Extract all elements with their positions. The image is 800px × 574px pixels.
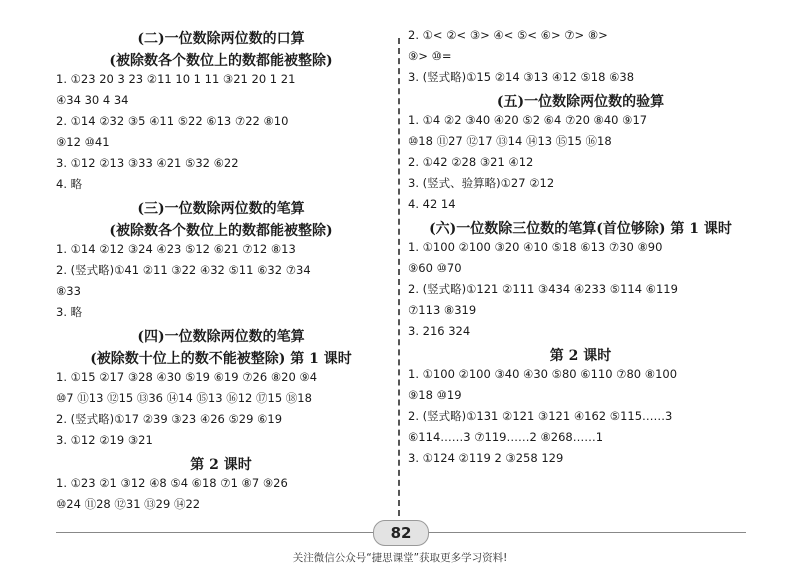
section-heading: (四)一位数除两位数的笔算: [137, 329, 305, 345]
answer-line: 1. ①14 ②12 ③24 ④23 ⑤12 ⑥21 ⑦12 ⑧13: [56, 242, 296, 256]
answer-line: 2. (竖式略)①131 ②121 ③121 ④162 ⑤115……3: [408, 409, 673, 423]
answer-line: 2. ①42 ②28 ③21 ④12: [408, 155, 534, 169]
answer-line: 3. ①124 ②119 2 ③258 129: [408, 451, 564, 465]
answer-line: ⑩18 ⑪27 ⑫17 ⑬14 ⑭13 ⑮15 ⑯18: [408, 134, 612, 148]
answer-line: 3. (竖式、验算略)①27 ②12: [408, 176, 555, 190]
answer-line: ⑦113 ⑧319: [408, 303, 477, 317]
answer-line: 2. (竖式略)①121 ②111 ③434 ④233 ⑤114 ⑥119: [408, 282, 678, 296]
answer-line: 4. 42 14: [408, 197, 456, 211]
answer-line: ⑨> ⑩=: [408, 49, 452, 63]
answer-line: 1. ①4 ②2 ③40 ④20 ⑤2 ⑥4 ⑦20 ⑧40 ⑨17: [408, 113, 648, 127]
section-heading: (二)一位数除两位数的口算: [137, 31, 305, 47]
answer-line: 1. ①23 20 3 23 ②11 10 1 11 ③21 20 1 21: [56, 72, 296, 86]
column-divider: [398, 38, 400, 516]
answer-line: 3. 略: [56, 305, 83, 319]
section-heading: (三)一位数除两位数的笔算: [137, 201, 305, 217]
answer-line: 1. ①15 ②17 ③28 ④30 ⑤19 ⑥19 ⑦26 ⑧20 ⑨4: [56, 370, 318, 384]
answer-line: ⑩24 ⑪28 ⑫31 ⑬29 ⑭22: [56, 497, 201, 511]
answer-line: 3. 216 324: [408, 324, 471, 338]
answer-line: ⑧33: [56, 284, 81, 298]
answer-line: ④34 30 4 34: [56, 93, 129, 107]
answer-line: 1. ①23 ②1 ③12 ④8 ⑤4 ⑥18 ⑦1 ⑧7 ⑨26: [56, 476, 288, 490]
section-heading: (被除数各个数位上的数都能被整除): [109, 53, 333, 69]
answer-line: 4. 略: [56, 177, 83, 191]
section-heading: 第 2 课时: [190, 457, 252, 473]
answer-line: ⑨18 ⑩19: [408, 388, 462, 402]
answer-line: ⑨60 ⑩70: [408, 261, 462, 275]
answer-line: 2. (竖式略)①41 ②11 ③22 ④32 ⑤11 ⑥32 ⑦34: [56, 263, 311, 277]
section-heading: (被除数各个数位上的数都能被整除): [109, 223, 333, 239]
answer-line: ⑩7 ⑪13 ⑫15 ⑬36 ⑭14 ⑮13 ⑯12 ⑰15 ⑱18: [56, 391, 312, 405]
left-column: [56, 28, 396, 518]
right-column: [408, 28, 753, 472]
answer-line: 3. ①12 ②19 ③21: [56, 433, 153, 447]
answer-line: 1. ①100 ②100 ③40 ④30 ⑤80 ⑥110 ⑦80 ⑧100: [408, 367, 678, 381]
section-heading: (五)一位数除两位数的验算: [496, 94, 665, 110]
page-number: 82: [373, 520, 429, 546]
answer-line: 3. ①12 ②13 ③33 ④21 ⑤32 ⑥22: [56, 156, 239, 170]
section-heading: (六)一位数除三位数的笔算(首位够除) 第 1 课时: [429, 221, 732, 237]
answer-line: ⑨12 ⑩41: [56, 135, 110, 149]
answer-line: 2. ①14 ②32 ③5 ④11 ⑤22 ⑥13 ⑦22 ⑧10: [56, 114, 289, 128]
section-heading: (被除数十位上的数不能被整除) 第 1 课时: [90, 351, 352, 367]
answer-line: 1. ①100 ②100 ③20 ④10 ⑤18 ⑥13 ⑦30 ⑧90: [408, 240, 663, 254]
footer-note: 关注微信公众号“捷思课堂”获取更多学习资料!: [292, 552, 508, 564]
answer-line: 2. ①< ②< ③> ④< ⑤< ⑥> ⑦> ⑧>: [408, 28, 608, 42]
section-heading: 第 2 课时: [549, 348, 612, 364]
answer-line: 2. (竖式略)①17 ②39 ③23 ④26 ⑤29 ⑥19: [56, 412, 283, 426]
answer-line: 3. (竖式略)①15 ②14 ③13 ④12 ⑤18 ⑥38: [408, 70, 635, 84]
answer-line: ⑥114……3 ⑦119……2 ⑧268……1: [408, 430, 604, 444]
